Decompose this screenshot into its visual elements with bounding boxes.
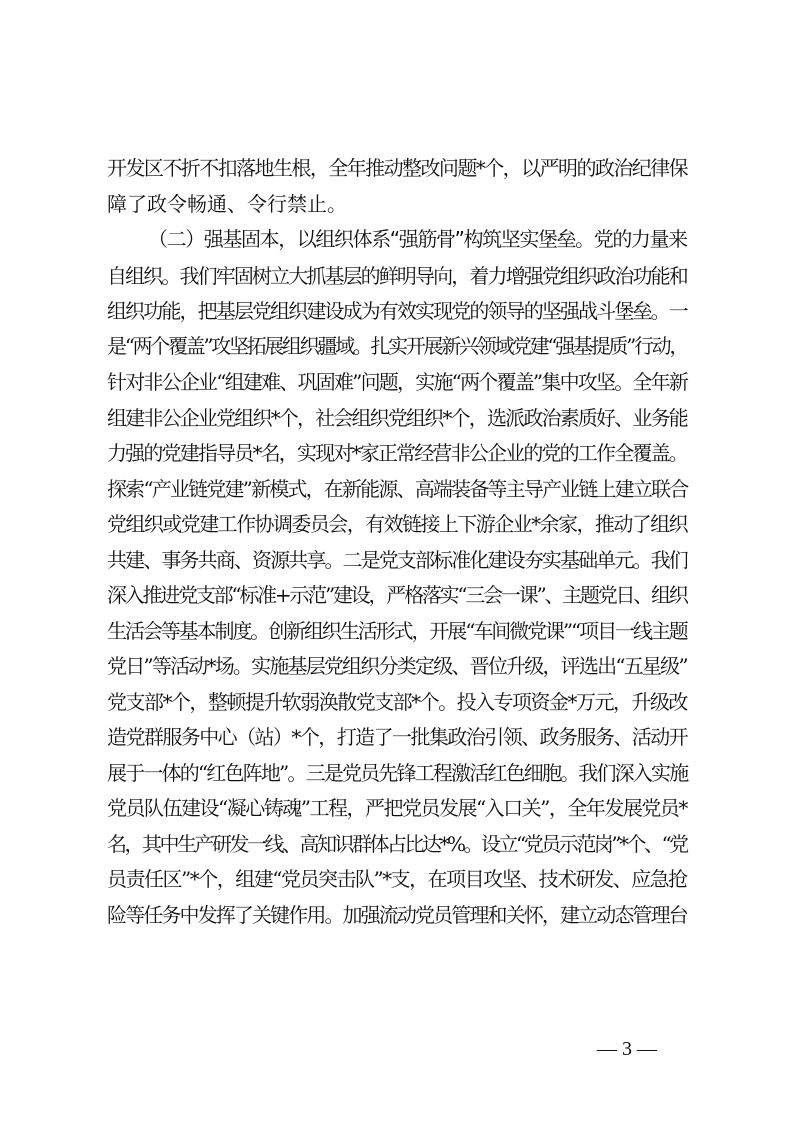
body-line-11: 共建、事务共商、资源共享。二是党支部标准化建设夯实基础单元。我们 [107,548,687,572]
body-line-2: 障了政令畅通、令行禁止。 [107,192,347,216]
body-line-15: 党支部*个，整顿提升软弱涣散党支部*个。投入专项资金*万元，升级改 [107,690,687,714]
body-line-20: 员责任区”*个，组建“党员突击队”*支，在项目攻坚、技术研发、应急抢 [107,867,687,891]
body-line-18: 党员队伍建设“凝心铸魂”工程，严把党员发展“入口关”，全年发展党员* [107,796,687,820]
body-line-19: 名，其中生产研发一线、高知识群体占比达*%。设立“党员示范岗”*个、“党 [107,832,687,856]
section-heading-tail: 党的力量来 [593,227,687,251]
section-heading-line [148,227,687,251]
body-line-16: 造党群服务中心（站）*个，打造了一批集政治引领、政务服务、活动开 [107,725,688,749]
body-line-3: 自组织。我们牢固树立大抓基层的鲜明导向，着力增强党组织政治功能和 [107,264,687,288]
body-line-7: 组建非公企业党组织*个，社会组织党组织*个，选派政治素质好、业务能 [107,406,687,430]
body-line-4: 组织功能，把基层党组织建设成为有效实现党的领导的坚强战斗堡垒。一 [107,299,687,323]
body-line-8: 力强的党建指导员*名，实现对*家正常经营非公企业的党的工作全覆盖。 [107,441,687,465]
body-line-14: 党日”等活动*场。实施基层党组织分类定级、晋位升级，评选出“五星级” [107,654,687,678]
body-line-6: 针对非公企业“组建难、巩固难”问题，实施“两个覆盖”集中攻坚。全年新 [107,370,688,394]
body-line-5: 是“两个覆盖”攻坚拓展组织疆域。扎实开展新兴领域党建“强基提质”行动， [107,334,688,358]
body-line-9: 探索“产业链党建”新模式，在新能源、高端装备等主导产业链上建立联合 [107,477,688,501]
body-line-10: 党组织或党建工作协调委员会，有效链接上下游企业*余家，推动了组织 [107,512,688,536]
body-line-17: 展于一体的“红色阵地”。三是党员先锋工程激活红色细胞。我们深入实施 [107,761,688,785]
body-line-21: 险等任务中发挥了关键作用。加强流动党员管理和关怀，建立动态管理台 [107,903,687,927]
page-number: — 3 — [597,1038,657,1060]
body-line-1: 开发区不折不扣落地生根，全年推动整改问题*个，以严明的政治纪律保 [107,156,688,180]
body-line-13: 生活会等基本制度。创新组织生活形式，开展“车间微党课”“项目一线主题 [107,619,687,643]
section-heading: （二）强基固本，以组织体系“强筋骨”构筑坚实堡垒。 [148,227,594,251]
body-line-12: 深入推进党支部“标准+示范”建设，严格落实“三会一课”、主题党日、组织 [107,583,687,607]
